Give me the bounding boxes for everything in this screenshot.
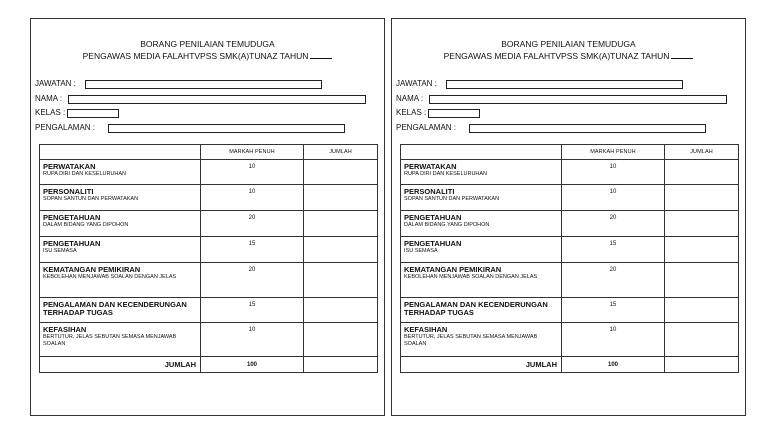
full-marks-cell: 10 — [201, 185, 304, 211]
full-marks-cell: 15 — [562, 298, 665, 323]
total-label: JUMLAH — [40, 357, 201, 373]
score-cell[interactable] — [304, 185, 378, 211]
criteria-desc: SOPAN SANTUN DAN PERWATAKAN — [43, 196, 139, 202]
criteria-desc: SOPAN SANTUN DAN PERWATAKAN — [404, 196, 500, 202]
criteria-cell — [401, 160, 562, 185]
criteria-header — [401, 145, 562, 160]
form-title-line2 — [31, 50, 384, 62]
jawatan-label: JAWATAN : — [35, 79, 76, 88]
score-cell[interactable] — [304, 323, 378, 357]
table-row — [40, 323, 378, 357]
criteria-cell — [40, 185, 201, 211]
year-blank[interactable] — [671, 50, 693, 59]
form-title-line2-text: PENGAWAS MEDIA FALAHTVPSS SMK(A)TUNAZ TAHUN — [82, 51, 309, 61]
table-row — [401, 263, 739, 298]
total-marks: 100 — [562, 357, 665, 373]
criteria-desc: BERTUTUR, JELAS SEBUTAN SEMASA MENJAWAB SOALAN — [43, 334, 177, 347]
criteria-cell — [40, 237, 201, 263]
score-cell[interactable] — [665, 185, 739, 211]
full-marks-cell: 10 — [562, 160, 665, 185]
criteria-title: KEMATANGAN PEMIKIRAN — [43, 265, 141, 274]
total-score-cell[interactable] — [665, 357, 739, 373]
kelas-field[interactable] — [67, 109, 119, 118]
criteria-desc: RUPA DIRI DAN KESELURUHAN — [43, 171, 127, 177]
criteria-title: PERSONALITI — [43, 187, 94, 196]
criteria-desc: DALAM BIDANG YANG DIPOHON — [43, 222, 129, 228]
criteria-title: PENGALAMAN DAN KECENDERUNGAN TERHADAP TUGAS — [404, 300, 548, 317]
total-row — [40, 357, 378, 373]
total-row — [401, 357, 739, 373]
year-blank[interactable] — [310, 50, 332, 59]
nama-field[interactable] — [429, 95, 727, 104]
pengalaman-field[interactable] — [108, 124, 345, 133]
criteria-cell — [401, 211, 562, 237]
criteria-title: PENGETAHUAN — [43, 239, 101, 248]
criteria-desc: BERTUTUR, JELAS SEBUTAN SEMASA MENJAWAB SOALAN — [404, 334, 538, 347]
total-label: JUMLAH — [401, 357, 562, 373]
full-marks-cell: 10 — [201, 323, 304, 357]
pengalaman-label: PENGALAMAN : — [35, 123, 96, 132]
score-cell[interactable] — [665, 323, 739, 357]
kelas-field[interactable] — [428, 109, 480, 118]
full-marks-cell: 15 — [201, 237, 304, 263]
criteria-desc: DALAM BIDANG YANG DIPOHON — [404, 222, 490, 228]
score-cell[interactable] — [665, 237, 739, 263]
kelas-label: KELAS : — [396, 108, 427, 117]
table-row — [401, 323, 739, 357]
form-title-line1: BORANG PENILAIAN TEMUDUGA — [501, 39, 636, 49]
full-marks-cell: 20 — [562, 211, 665, 237]
table-row — [401, 211, 739, 237]
criteria-cell — [40, 160, 201, 185]
criteria-title: KEFASIHAN — [43, 325, 87, 334]
table-row — [40, 298, 378, 323]
table-row — [40, 211, 378, 237]
full-marks-cell: 15 — [562, 237, 665, 263]
interview-form-left — [30, 18, 385, 416]
criteria-cell — [40, 263, 201, 298]
criteria-cell — [401, 263, 562, 298]
interview-form-right — [391, 18, 746, 416]
score-cell[interactable] — [665, 160, 739, 185]
score-cell[interactable] — [665, 263, 739, 298]
criteria-title: PENGETAHUAN — [404, 239, 462, 248]
jumlah-header: JUMLAH — [665, 145, 739, 160]
table-row — [40, 237, 378, 263]
table-header-row — [401, 145, 739, 160]
criteria-title: PERWATAKAN — [404, 162, 457, 171]
table-row — [40, 263, 378, 298]
assessment-table — [39, 144, 378, 373]
criteria-cell — [40, 211, 201, 237]
criteria-desc: ISU SEMASA — [43, 248, 77, 254]
criteria-title: PENGETAHUAN — [43, 213, 101, 222]
form-title — [392, 39, 745, 62]
form-title — [31, 39, 384, 62]
table-row — [40, 160, 378, 185]
total-score-cell[interactable] — [304, 357, 378, 373]
full-marks-cell: 20 — [201, 263, 304, 298]
form-title-line2 — [392, 50, 745, 62]
score-cell[interactable] — [304, 160, 378, 185]
criteria-title: KEFASIHAN — [404, 325, 448, 334]
criteria-cell — [40, 298, 201, 323]
markah-penuh-header: MARKAH PENUH — [562, 145, 665, 160]
table-row — [401, 298, 739, 323]
criteria-header — [40, 145, 201, 160]
score-cell[interactable] — [304, 237, 378, 263]
table-row — [40, 185, 378, 211]
criteria-desc: KEBOLEHAN MENJAWAB SOALAN DENGAN JELAS — [43, 274, 177, 280]
score-cell[interactable] — [304, 211, 378, 237]
full-marks-cell: 10 — [562, 323, 665, 357]
assessment-table — [400, 144, 739, 373]
full-marks-cell: 20 — [201, 211, 304, 237]
criteria-title: PERWATAKAN — [43, 162, 96, 171]
nama-label: NAMA : — [35, 94, 63, 103]
table-row — [401, 160, 739, 185]
table-row — [401, 237, 739, 263]
jawatan-field[interactable] — [85, 80, 322, 89]
score-cell[interactable] — [304, 298, 378, 323]
table-header-row — [40, 145, 378, 160]
full-marks-cell: 15 — [201, 298, 304, 323]
criteria-title: PENGETAHUAN — [404, 213, 462, 222]
markah-penuh-header: MARKAH PENUH — [201, 145, 304, 160]
criteria-cell — [401, 323, 562, 357]
pengalaman-field[interactable] — [469, 124, 706, 133]
score-cell[interactable] — [304, 263, 378, 298]
criteria-title: PERSONALITI — [404, 187, 455, 196]
form-title-line2-text: PENGAWAS MEDIA FALAHTVPSS SMK(A)TUNAZ TAHUN — [443, 51, 670, 61]
criteria-desc: ISU SEMASA — [404, 248, 438, 254]
full-marks-cell: 10 — [562, 185, 665, 211]
criteria-cell — [401, 298, 562, 323]
jawatan-label: JAWATAN : — [396, 79, 437, 88]
total-marks: 100 — [201, 357, 304, 373]
kelas-label: KELAS : — [35, 108, 66, 117]
criteria-cell — [401, 237, 562, 263]
pengalaman-label: PENGALAMAN : — [396, 123, 457, 132]
score-cell[interactable] — [665, 298, 739, 323]
criteria-title: PENGALAMAN DAN KECENDERUNGAN TERHADAP TUGAS — [43, 300, 187, 317]
criteria-title: KEMATANGAN PEMIKIRAN — [404, 265, 502, 274]
nama-field[interactable] — [68, 95, 366, 104]
criteria-cell — [40, 323, 201, 357]
full-marks-cell: 20 — [562, 263, 665, 298]
criteria-desc: RUPA DIRI DAN KESELURUHAN — [404, 171, 488, 177]
criteria-desc: KEBOLEHAN MENJAWAB SOALAN DENGAN JELAS — [404, 274, 538, 280]
nama-label: NAMA : — [396, 94, 424, 103]
score-cell[interactable] — [665, 211, 739, 237]
form-title-line1: BORANG PENILAIAN TEMUDUGA — [140, 39, 275, 49]
full-marks-cell: 10 — [201, 160, 304, 185]
criteria-cell — [401, 185, 562, 211]
jumlah-header: JUMLAH — [304, 145, 378, 160]
jawatan-field[interactable] — [446, 80, 683, 89]
table-row — [401, 185, 739, 211]
